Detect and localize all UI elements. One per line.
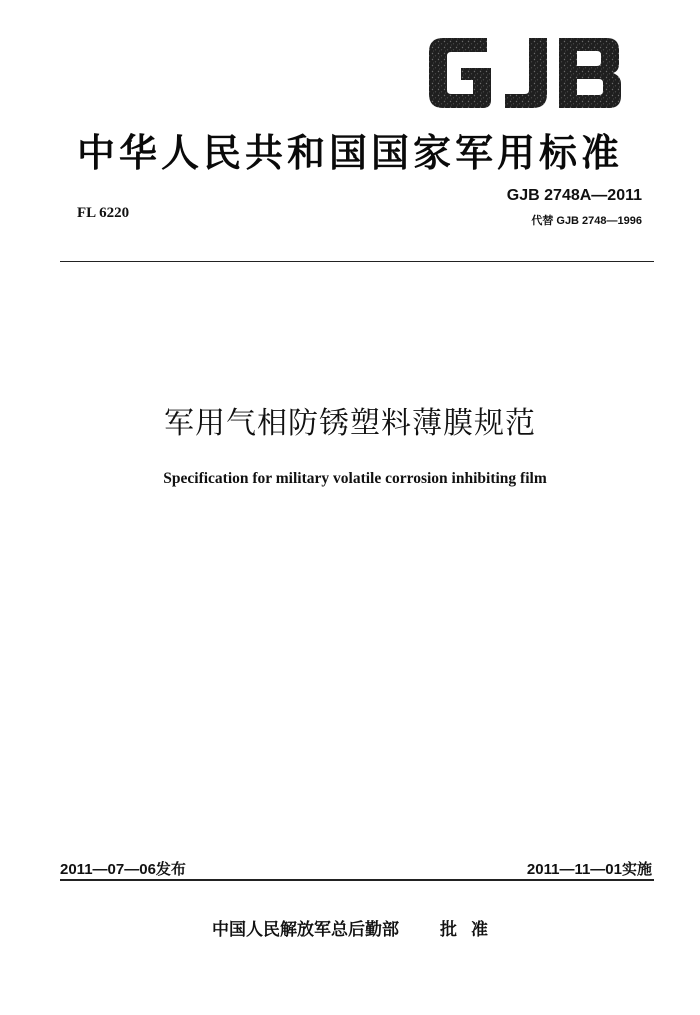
issue-date: 2011—07—06发布 [60, 861, 186, 878]
issuing-authority: 中国人民解放军总后勤部 [212, 920, 399, 940]
implementation-date: 2011—11—01实施 [526, 861, 652, 878]
header-divider [60, 261, 654, 262]
approval-label: 批准 [440, 920, 502, 940]
masthead-title: 中华人民共和国国家军用标准 [76, 130, 623, 175]
document-title-chinese: 军用气相防锈塑料薄膜规范 [164, 406, 536, 441]
replaces-standard: 代替 GJB 2748—1996 [531, 215, 642, 227]
gjb-logo [425, 28, 625, 118]
standard-number: GJB 2748A—2011 [506, 187, 642, 204]
gjb-logo-mark [425, 28, 625, 118]
document-title-english: Specification for military volatile corrosion inhibiting film [163, 470, 547, 487]
footer-divider [60, 879, 654, 881]
classification-code: FL 6220 [77, 205, 130, 221]
